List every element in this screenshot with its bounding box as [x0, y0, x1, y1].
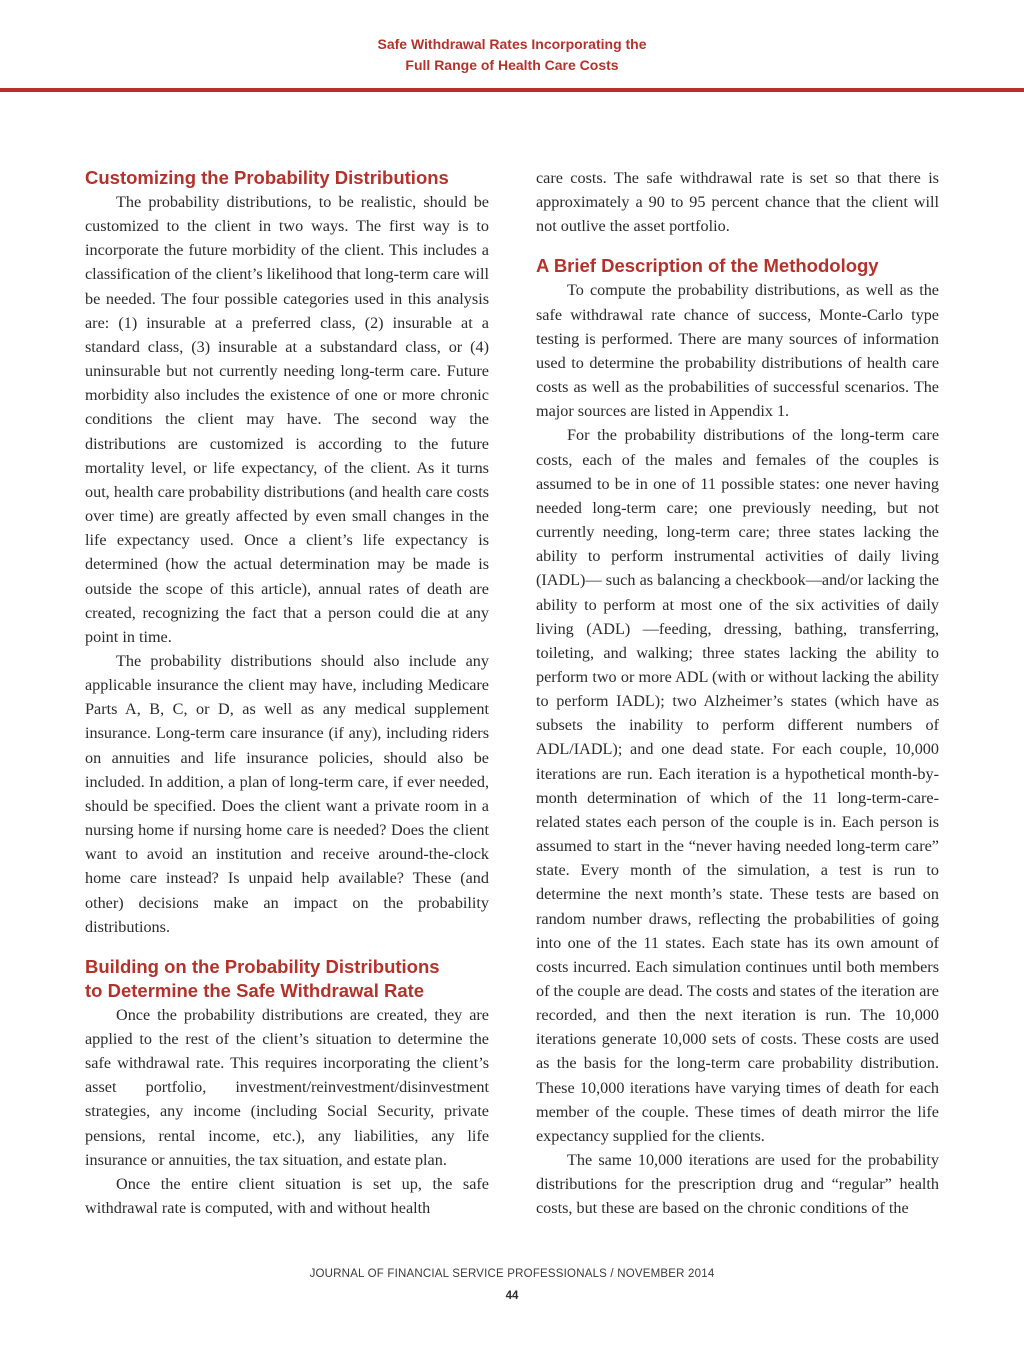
paragraph: Once the entire client situation is set up, the safe withdrawal rate is computed, with and without health [85, 1174, 489, 1218]
section-heading-building-line1: Building on the Probability Distributions [85, 955, 440, 977]
section-heading-customizing: Customizing the Probability Distributions [85, 167, 449, 188]
running-head-line1: Safe Withdrawal Rates Incorporating the [377, 36, 647, 52]
paragraph-continued: care costs. The safe withdrawal rate is set so that there is approximately a 90 to 95 percent chance that the client will not outlive the asset portfolio. [536, 169, 939, 236]
paragraph: For the probability distributions of the long-term care costs, each of the males and females of the couples is assumed to be in one of 11 possible states: one never having needed long-term care; one previously needing, but not currently needing, long-term care; three states lacking the ability to perform instrumental activities of daily living (IADL)— such as balancing a checkbook—and/or lacking the ability to perform at most one of the six activities of daily living (ADL) —feeding, dressing, bathing, transferring, toileting, and walking; three states lacking the ability to perform two or more ADL (with or without lacking the ability to perform IADL); two Alzheimer’s states (which have as subsets the inability to perform different numbers of ADL/IADL); and one dead state. For each couple, 10,000 iterations are run. Each iteration is a hypothetical month-by-month determination of which of the 11 long-term-care-related states each person of the couple is in. Each person is assumed to start in the “never having needed long-term care” state. Every month of the simulation, a test is run to determine the next month’s state. These tests are based on random number draws, reflecting the probabilities of going into one of the 11 states. Each state has its own amount of costs incurred. Each simulation continues until both members of the couple are dead. The costs and states of the iteration are recorded, and then the next iteration is run. The 10,000 iterations generate 10,000 sets of costs. These costs are used as the basis for the long-term care probability distribution. These 10,000 iterations have varying times of death for each member of the couple. These times of death mirror the life expectancy supplied for the clients. [536, 426, 939, 1145]
paragraph: The probability distributions, to be realistic, should be customized to the client in two ways. The first way is to incorporate the future morbidity of the client. This includes a classification of the client’s likelihood that long-term care will be needed. The four possible categories used in this analysis are: (1) insurable at a preferred class, (2) insurable at a standard class, (3) insurable at a substandard class, or (4) uninsurable but not currently needing long-term care. Future morbidity also includes the existence of one or more chronic conditions the client may have. The second way the distributions are customized is according to the future mortality level, or life expectancy, of the client. As it turns out, health care probability distributions (and health care costs over time) are greatly affected by even small changes in the life expectancy used. Once a client’s life expectancy is determined (how the actual determination may be made is outside the scope of this article), annual rates of death are created, recognizing the fact that a person could die at any point in time. [85, 193, 489, 646]
section-heading-methodology: A Brief Description of the Methodology [536, 255, 879, 277]
section-heading-building-line2: to Determine the Safe Withdrawal Rate [85, 979, 425, 1001]
right-column [536, 166, 939, 1221]
section-heading-building [85, 955, 489, 1003]
header-rule [0, 88, 1024, 92]
page-number: 44 [505, 1290, 519, 1302]
left-column [85, 166, 489, 1220]
paragraph: The probability distributions should also include any applicable insurance the client may have, including Medicare Parts A, B, C, or D, as well as any medical supplement insurance. Long-term care insurance (if any), including riders on annuities and life insurance policies, should also be included. In addition, a plan of long-term care, if ever needed, should be specified. Does the client want a private room in a nursing home if nursing home care is needed? Does the client want to avoid an institution and receive around-the-clock home care instead? Is unpaid help available? These (and other) decisions make an impact on the probability distributions. [85, 651, 489, 936]
running-head-line2: Full Range of Health Care Costs [405, 57, 619, 73]
paragraph: The same 10,000 iterations are used for the probability distributions for the prescription drug and “regular” health costs, but these are based on the chronic conditions of the [536, 1151, 939, 1218]
journal-footer: JOURNAL OF FINANCIAL SERVICE PROFESSIONALS / NOVEMBER 2014 [309, 1268, 715, 1280]
paragraph: To compute the probability distributions, as well as the safe withdrawal rate chance of success, Monte-Carlo type testing is performed. There are many sources of information used to determine the probability distributions of health care costs as well as the probabilities of successful scenarios. The major sources are listed in Appendix 1. [536, 281, 939, 421]
running-head [0, 34, 1024, 76]
paragraph: Once the probability distributions are created, they are applied to the rest of the client’s situation to determine the safe withdrawal rate. This requires incorporating the client’s asset portfolio, investment/reinvestment/disinvestment strategies, any income (including Social Security, private pensions, rental income, etc.), any liabilities, any life insurance or annuities, the tax situation, and estate plan. [85, 1005, 489, 1169]
